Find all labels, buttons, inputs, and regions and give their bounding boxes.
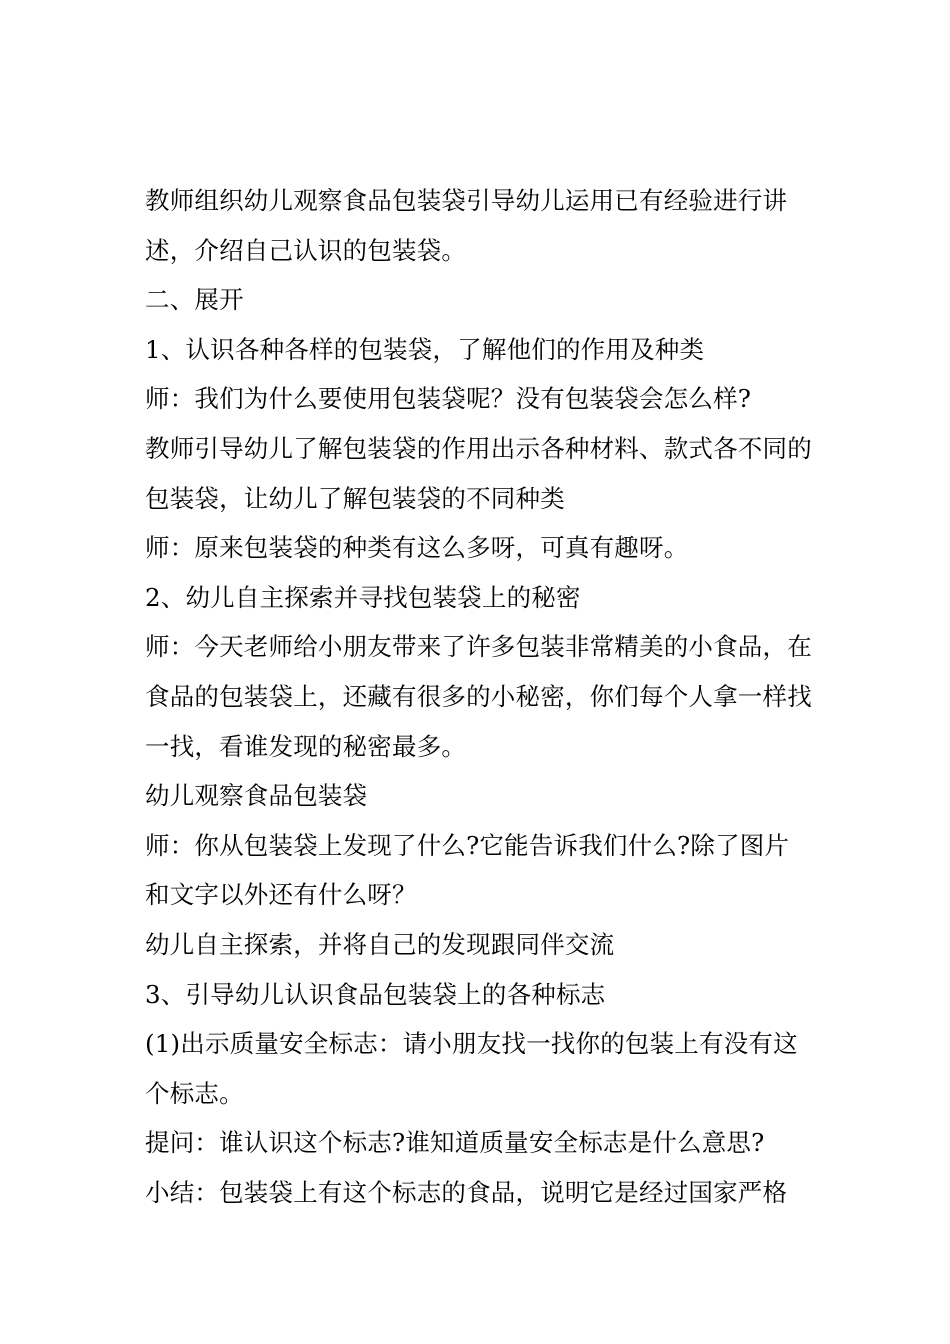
- paragraph-7: 2、幼儿自主探索并寻找包装袋上的秘密: [145, 582, 581, 612]
- paragraph-5: 教师引导幼儿了解包装袋的作用出示各种材料、款式各不同的包装袋，让幼儿了解包装袋的不同种类: [145, 433, 812, 513]
- paragraph-11: 幼儿自主探索，并将自己的发现跟同伴交流: [145, 929, 615, 959]
- paragraph-6: 师：原来包装袋的种类有这么多呀，可真有趣呀。: [145, 533, 689, 563]
- paragraph-15: 小结：包装袋上有这个标志的食品，说明它是经过国家严格: [145, 1177, 788, 1207]
- paragraph-8: 师：今天老师给小朋友带来了许多包装非常精美的小食品，在食品的包装袋上，还藏有很多的小秘密，你们每个人拿一样找一找，看谁发现的秘密最多。: [145, 632, 812, 761]
- paragraph-1: 教师组织幼儿观察食品包装袋引导幼儿运用已有经验进行讲述，介绍自己认识的包装袋。: [145, 186, 788, 265]
- paragraph-9: 幼儿观察食品包装袋: [145, 781, 368, 811]
- document-body: [145, 176, 813, 1217]
- paragraph-3: 1、认识各种各样的包装袋，了解他们的作用及种类: [145, 334, 705, 364]
- paragraph-4: 师：我们为什么要使用包装袋呢？没有包装袋会怎么样?: [145, 384, 752, 414]
- paragraph-10: 师：你从包装袋上发现了什么?它能告诉我们什么?除了图片和文字以外还有什么呀？: [145, 830, 790, 910]
- paragraph-12: 3、引导幼儿认识食品包装袋上的各种标志: [145, 979, 606, 1009]
- paragraph-13: (1)出示质量安全标志：请小朋友找一找你的包装上有没有这个标志。: [145, 1029, 798, 1108]
- paragraph-2: 二、展开: [145, 285, 244, 315]
- paragraph-14: 提问：谁认识这个标志?谁知道质量安全标志是什么意思?: [145, 1128, 765, 1158]
